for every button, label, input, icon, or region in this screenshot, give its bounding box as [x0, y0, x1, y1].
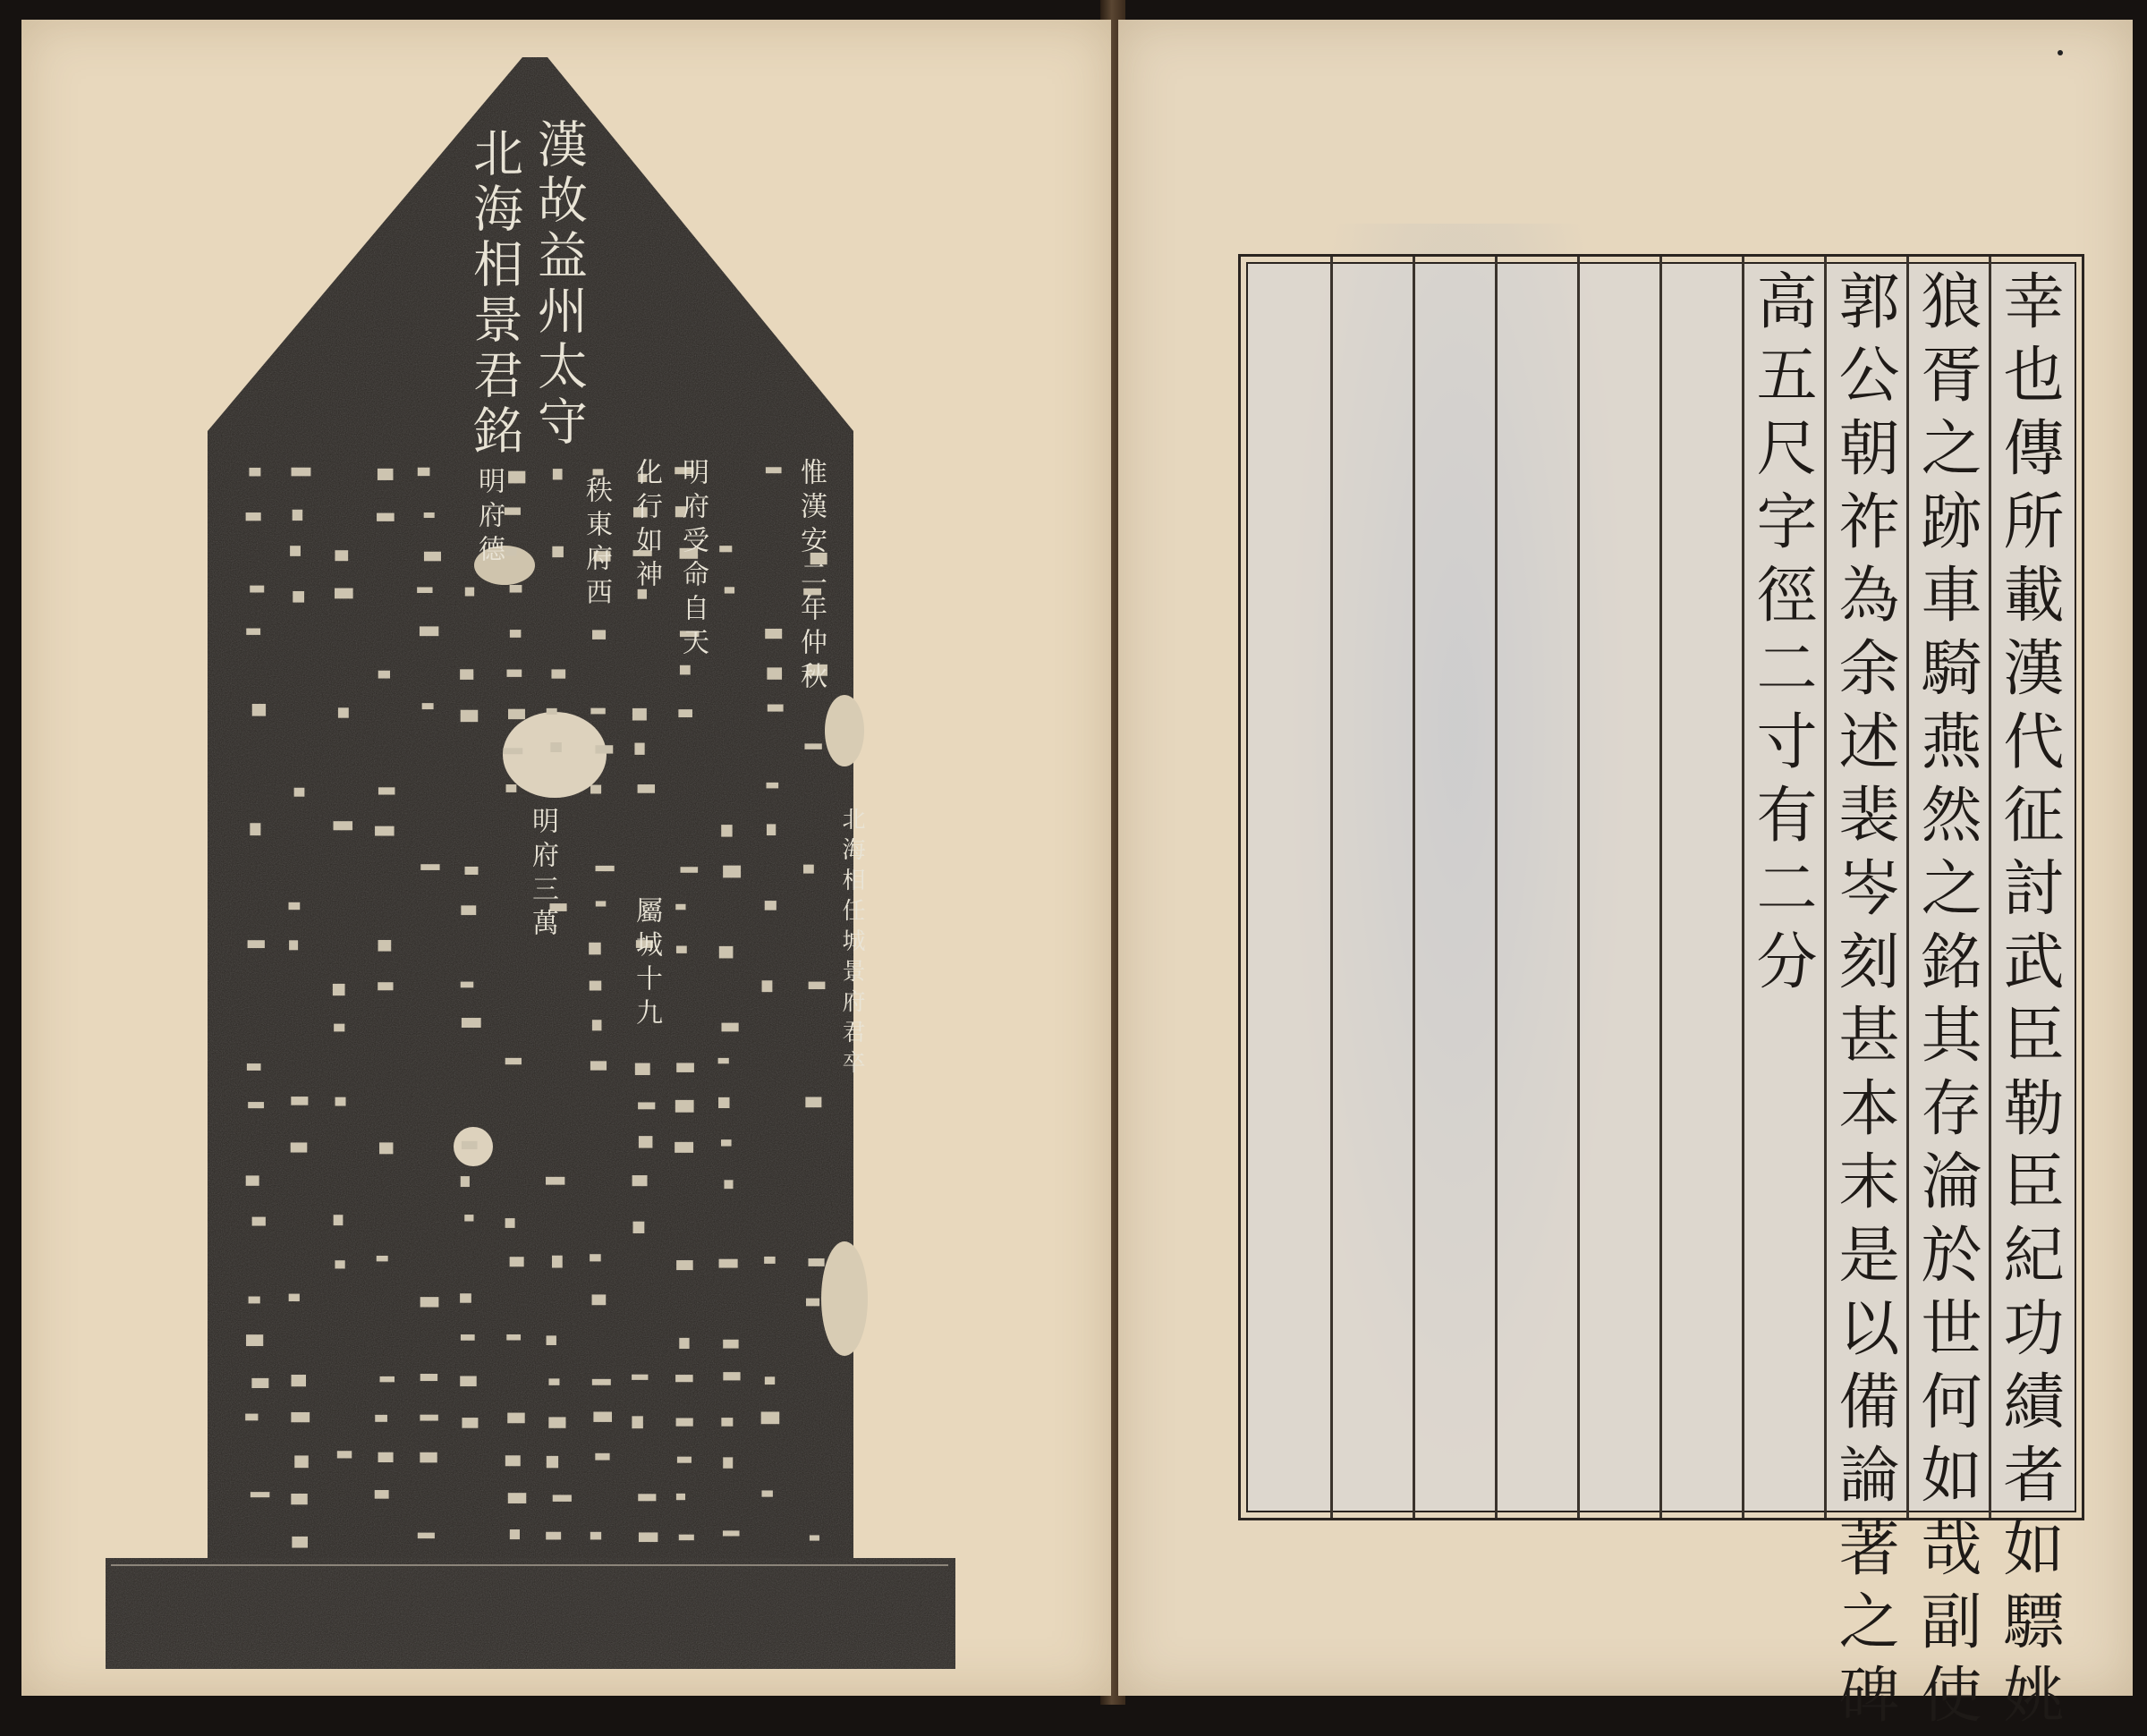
text-column: 幸也傳所載漢代征討武臣勒臣紀功績者如驃姚	[1993, 269, 2064, 1736]
rubbing-mark	[721, 1418, 733, 1427]
rubbing-mark	[762, 980, 773, 992]
rubbing-mark	[767, 824, 776, 835]
rubbing-mark	[378, 469, 394, 480]
rubbing-mark	[676, 946, 687, 953]
rubbing-mark	[377, 513, 395, 521]
rubbing-mark	[510, 585, 522, 593]
rubbing-mark	[465, 867, 479, 875]
rubbing-mark	[761, 1490, 772, 1496]
rubbing-mark	[377, 1256, 388, 1261]
rubbing-mark	[338, 707, 349, 717]
rubbing-mark	[592, 630, 606, 639]
rubbing-mark	[461, 1176, 470, 1187]
rubbing-mark	[510, 630, 522, 638]
rubbing-mark	[676, 1418, 693, 1426]
rubbing-mark	[378, 671, 390, 679]
rubbing-mark	[246, 1334, 263, 1346]
rubbing-mark	[675, 1100, 694, 1113]
rubbing-mark	[547, 1335, 556, 1345]
rubbing-mark	[460, 1293, 471, 1303]
rubbing-mark	[375, 1415, 387, 1422]
rubbing-mark	[552, 1256, 563, 1268]
damage-spot	[825, 695, 864, 766]
rubbing-mark	[291, 1097, 308, 1105]
rubbing-mark	[718, 1097, 729, 1108]
stele-body-line: 化行如神	[631, 458, 662, 594]
rubbing-mark	[766, 467, 782, 473]
rubbing-mark	[461, 905, 476, 915]
rubbing-mark	[506, 784, 517, 792]
rubbing-mark	[420, 1452, 437, 1463]
damage-spot	[821, 1241, 868, 1356]
rubbing-mark	[503, 748, 522, 754]
rubbing-mark	[679, 1338, 689, 1349]
stele-body-line: 惟漢安二年仲秋	[795, 458, 827, 696]
rubbing-mark	[676, 1063, 694, 1071]
rubbing-mark	[334, 821, 353, 830]
rubbing-mark	[675, 1375, 693, 1382]
rubbing-mark	[809, 982, 826, 989]
rubbing-mark	[292, 1375, 306, 1386]
rubbing-mark	[596, 901, 606, 906]
rubbing-mark	[507, 1413, 524, 1424]
rubbing-mark	[632, 1175, 648, 1186]
text-frame	[1238, 254, 2084, 1736]
rubbing-mark	[249, 468, 260, 477]
rubbing-mark	[593, 469, 604, 475]
stele-body-line: 明府三萬	[527, 807, 558, 943]
rubbing-mark	[245, 1414, 258, 1421]
rubbing-mark	[291, 1494, 307, 1504]
rubbing-mark	[248, 940, 265, 948]
rubbing-mark	[639, 1532, 658, 1542]
rubbing-mark	[294, 1455, 309, 1468]
rubbing-mark	[719, 946, 734, 959]
text-column: 高五尺字徑二寸有二分	[1746, 269, 1817, 1003]
rubbing-mark	[247, 1063, 261, 1071]
rubbing-mark	[550, 742, 561, 752]
stele-body-line: 明府德	[473, 467, 505, 569]
rubbing-mark	[590, 1061, 607, 1070]
rubbing-mark	[289, 1294, 300, 1301]
rubbing-mark	[678, 709, 692, 717]
stele-body-line: 屬城十九	[631, 896, 662, 1032]
rubbing-mark	[767, 667, 782, 679]
rubbing-mark	[291, 1142, 308, 1152]
rubbing-mark	[806, 1299, 819, 1307]
stele-body-line: 秩東府西	[581, 476, 612, 612]
rubbing-mark	[590, 785, 601, 794]
rubbing-mark	[546, 1532, 561, 1540]
rubbing-mark	[548, 1378, 559, 1385]
rubbing-mark	[250, 823, 260, 835]
column-rule	[1413, 257, 1415, 1518]
rubbing-mark	[249, 1297, 260, 1304]
rubbing-mark	[592, 1379, 611, 1385]
stele-body-line: 明府受命自天	[677, 458, 709, 662]
rubbing-mark	[250, 586, 264, 593]
rubbing-mark	[680, 665, 691, 675]
rubbing-mark	[551, 669, 565, 678]
rubbing-mark	[767, 783, 779, 789]
rubbing-mark	[593, 1411, 612, 1421]
rubbing-mark	[505, 1058, 522, 1064]
rubbing-mark	[810, 1535, 819, 1540]
rubbing-mark	[768, 705, 784, 712]
rubbing-mark	[293, 510, 303, 521]
rubbing-mark	[723, 866, 741, 878]
rubbing-mark	[461, 710, 479, 722]
rubbing-mark	[464, 1215, 473, 1221]
stele-body-line: 北海相任城景府君卒	[838, 807, 865, 1080]
rubbing-mark	[420, 1374, 437, 1381]
rubbing-mark	[252, 1217, 266, 1226]
rubbing-mark	[596, 866, 615, 871]
rubbing-mark	[420, 864, 439, 870]
rubbing-mark	[765, 901, 776, 910]
rubbing-mark	[510, 1257, 524, 1266]
rubbing-mark	[632, 1416, 642, 1428]
rubbing-mark	[547, 708, 557, 715]
rubbing-mark	[765, 1376, 775, 1385]
rubbing-mark	[764, 1257, 776, 1264]
column-rule	[1659, 257, 1662, 1518]
rubbing-mark	[335, 589, 353, 599]
rubbing-mark	[595, 1453, 609, 1461]
rubbing-mark	[506, 670, 522, 677]
rubbing-mark	[765, 629, 782, 639]
rubbing-mark	[723, 1530, 740, 1536]
rubbing-mark	[460, 669, 473, 680]
rubbing-mark	[552, 546, 564, 557]
rubbing-mark	[589, 943, 601, 955]
column-rule	[1989, 257, 1991, 1518]
rubbing-mark	[505, 1218, 515, 1228]
rubbing-mark	[547, 1456, 558, 1468]
rubbing-mark	[638, 1102, 655, 1109]
rubbing-mark	[632, 708, 647, 721]
rubbing-mark	[505, 1455, 521, 1466]
rubbing-mark	[289, 940, 298, 950]
text-column: 狼胥之跡車騎燕然之銘其存淪於世何如哉副使	[1911, 269, 1982, 1736]
rubbing-mark	[510, 1529, 520, 1539]
rubbing-mark	[334, 1215, 344, 1225]
rubbing-mark	[638, 784, 655, 793]
rubbing-mark	[676, 1260, 693, 1270]
rubbing-mark	[508, 709, 525, 719]
rubbing-mark	[633, 1222, 645, 1233]
rubbing-mark	[418, 1533, 435, 1539]
rubbing-mark	[508, 1493, 526, 1503]
rubbing-mark	[676, 1494, 685, 1500]
rubbing-mark	[378, 940, 392, 952]
rubbing-mark	[293, 591, 304, 603]
rubbing-mark	[723, 1340, 738, 1349]
rubbing-mark	[590, 1532, 601, 1540]
rubbing-mark	[595, 745, 613, 753]
rubbing-mark	[677, 1457, 692, 1463]
column-rule	[1824, 257, 1827, 1518]
rubbing-mark	[725, 587, 734, 593]
rubbing-mark	[378, 982, 393, 990]
rubbing-mark	[375, 1490, 389, 1499]
rubbing-mark	[378, 1452, 394, 1462]
rubbing-mark	[465, 588, 474, 597]
rubbing-mark	[335, 1260, 344, 1268]
text-column: 郭公朝祚為余述裴岑刻甚本末是以備論著之碑	[1829, 269, 1899, 1736]
rubbing-mark	[679, 1535, 694, 1541]
left-page	[21, 20, 1111, 1696]
rubbing-mark	[378, 787, 395, 794]
rubbing-mark	[638, 1494, 656, 1501]
rubbing-mark	[291, 1412, 310, 1422]
rubbing-mark	[632, 1375, 648, 1380]
rubbing-mark	[246, 512, 261, 521]
rubbing-mark	[506, 1334, 521, 1341]
rubbing-mark	[379, 1142, 393, 1154]
rubbing-mark	[508, 471, 525, 484]
rubbing-mark	[590, 981, 601, 991]
rubbing-mark	[462, 1018, 481, 1028]
rubbing-mark	[553, 1495, 572, 1501]
rubbing-mark	[420, 1297, 439, 1307]
rubbing-mark	[251, 1378, 268, 1388]
rubbing-mark	[422, 703, 434, 709]
rubbing-mark	[805, 1097, 821, 1108]
rubbing-mark	[721, 1139, 732, 1146]
rubbing-mark	[424, 512, 435, 518]
rubbing-mark	[246, 628, 260, 634]
rubbing-mark	[548, 1417, 565, 1427]
rubbing-mark	[681, 867, 699, 873]
rubbing-mark	[380, 1376, 395, 1382]
rubbing-mark	[461, 1334, 475, 1341]
ink-speck	[2058, 50, 2063, 55]
rubbing-mark	[723, 1457, 733, 1468]
column-rule	[1495, 257, 1498, 1518]
rubbing-mark	[292, 1537, 308, 1548]
rubbing-mark	[335, 550, 348, 561]
rubbing-mark	[675, 1142, 693, 1153]
rubbing-mark	[592, 1020, 602, 1030]
rubbing-mark	[250, 1492, 269, 1497]
rubbing-mark	[635, 1063, 650, 1075]
rubbing-mark	[590, 1254, 601, 1261]
rubbing-mark	[417, 587, 432, 593]
rubbing-mark	[721, 1023, 738, 1032]
rubbing-mark	[639, 1136, 653, 1147]
rubbing-mark	[808, 1258, 824, 1266]
rubbing-mark	[334, 1024, 344, 1032]
rubbing-mark	[337, 1451, 352, 1458]
column-rule	[1742, 257, 1744, 1518]
rubbing-mark	[553, 469, 563, 479]
rubbing-mark	[724, 1180, 733, 1189]
rubbing-mark	[460, 1376, 476, 1387]
rubbing-mark	[424, 552, 441, 562]
rubbing-mark	[289, 902, 301, 910]
rubbing-mark	[590, 708, 605, 715]
rubbing-mark	[634, 743, 644, 755]
rubbing-mark	[804, 743, 821, 749]
rubbing-mark	[592, 1294, 607, 1305]
rubbing-mark	[761, 1411, 780, 1424]
stele-title-line: 北海相景君銘	[465, 127, 523, 460]
rubbing-mark	[252, 704, 266, 716]
column-rule	[1330, 257, 1333, 1518]
rubbing-mark	[803, 865, 814, 874]
rubbing-mark	[335, 1097, 346, 1106]
rubbing-mark	[461, 982, 474, 988]
rubbing-mark	[333, 984, 345, 995]
rubbing-mark	[420, 626, 438, 636]
rubbing-mark	[719, 1259, 738, 1268]
column-rule	[1577, 257, 1580, 1518]
rubbing-mark	[723, 1372, 740, 1380]
rubbing-mark	[246, 1175, 259, 1185]
rubbing-mark	[420, 1415, 437, 1421]
rubbing-mark	[462, 1418, 478, 1428]
rubbing-mark	[462, 1141, 478, 1149]
stele-title-line: 漢故益州太守	[530, 118, 588, 451]
rubbing-mark	[675, 904, 685, 910]
rubbing-mark	[546, 1177, 564, 1185]
rubbing-mark	[719, 546, 732, 552]
rubbing-mark	[248, 1102, 264, 1108]
rubbing-mark	[721, 825, 732, 836]
rubbing-mark	[294, 788, 305, 797]
rubbing-mark	[418, 468, 430, 476]
rubbing-mark	[718, 1058, 729, 1063]
rubbing-mark	[292, 468, 311, 477]
column-rule	[1906, 257, 1909, 1518]
rubbing-mark	[290, 546, 301, 556]
rubbing-mark	[375, 826, 395, 836]
